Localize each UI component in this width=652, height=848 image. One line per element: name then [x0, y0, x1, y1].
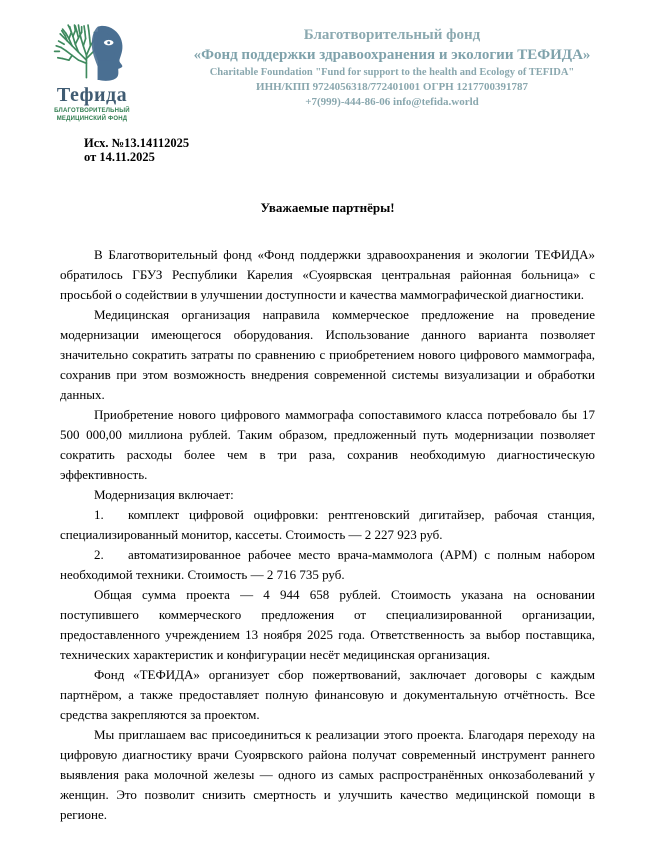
org-registration-numbers: ИНН/КПП 9724056318/772401001 ОГРН 1217700391787 — [256, 81, 528, 93]
paragraph-invitation: Мы приглашаем вас присоединиться к реализации этого проекта. Благодаря переходу на цифровую диагностику врачи Суоярвского района получат современный инструмент раннего выявления рака молочной железы — одного из самых распространённых онкозаболеваний у женщин. Это позволит снизить смертность и улучшить качество медицинской помощи в регионе. — [60, 727, 595, 822]
logo-tagline-line2: МЕДИЦИНСКИЙ ФОНД — [56, 116, 128, 122]
letter-date: от 14.11.2025 — [84, 150, 155, 164]
tefida-tree-face-logo-icon — [48, 14, 136, 84]
org-contacts: +7(999)-444-86-06 info@tefida.world — [305, 96, 479, 108]
organization-details — [152, 12, 632, 110]
outgoing-number: Исх. №13.14112025 — [84, 136, 190, 150]
logo-tagline — [54, 107, 130, 123]
logo-wordmark: Тефида — [56, 84, 128, 106]
paragraph-request: В Благотворительный фонд «Фонд поддержки здравоохранения и экологии ТЕФИДА» обратилось ГБУЗ Республики Карелия «Суоярвская центральная районная больница» с просьбой о содействии в улучшении доступности и качества маммографической диагностики. — [60, 247, 595, 302]
list-item-number: 2. — [94, 547, 104, 562]
list-item-number: 1. — [94, 507, 104, 522]
org-name-line2: «Фонд поддержки здравоохранения и экологии ТЕФИДА» — [193, 47, 591, 63]
org-name-line1: Благотворительный фонд — [303, 27, 481, 43]
letterhead — [0, 0, 652, 120]
list-item — [60, 545, 595, 585]
logo-tagline-line1: БЛАГОТВОРИТЕЛЬНЫЙ — [54, 108, 130, 114]
paragraph-fund-obligations: Фонд «ТЕФИДА» организует сбор пожертвований, заключает договоры с каждым партнёром, а также предоставляет полную финансовую и документальную отчётность. Все средства закрепляются за проектом. — [60, 667, 595, 722]
list-item-text: автоматизированное рабочее место врача-маммолога (АРМ) с полным набором необходимой техники. Стоимость — 2 716 735 руб. — [60, 547, 595, 582]
paragraph-total-amount: Общая сумма проекта — 4 944 658 рублей. Стоимость указана на основании поступившего коммерческого предложения от специализированной организации, предоставленного учреждением 13 ноября 2025 года. Ответственность за выбор поставщика, технических характеристик и конфигурации несёт медицинская организация. — [60, 587, 595, 662]
modernization-list-intro: Модернизация включает: — [94, 487, 234, 502]
reference-block — [84, 136, 652, 164]
salutation: Уважаемые партнёры! — [260, 200, 395, 215]
letter-body — [0, 198, 652, 825]
list-item — [60, 505, 595, 545]
list-item-text: комплект цифровой оцифровки: рентгеновский дигитайзер, рабочая станция, специализированный монитор, кассеты. Стоимость — 2 227 923 руб. — [60, 507, 595, 542]
org-name-english: Charitable Foundation "Fund for support to the health and Ecology of TEFIDA" — [209, 67, 575, 78]
organization-logo — [32, 12, 152, 123]
paragraph-commercial-offer: Медицинская организация направила коммерческое предложение на проведение модернизации имеющегося оборудования. Использование данного варианта позволяет значительно сократить затраты по сравнению с приобретением нового цифрового маммографа, сохранив при этом возможность внедрения современной системы визуализации и обработки данных. — [60, 307, 595, 402]
paragraph-cost-comparison: Приобретение нового цифрового маммографа сопоставимого класса потребовало бы 17 500 000,00 миллиона рублей. Таким образом, предложенный путь модернизации позволяет сократить расходы более чем в три раза, сохранив необходимую диагностическую эффективность. — [60, 407, 595, 482]
